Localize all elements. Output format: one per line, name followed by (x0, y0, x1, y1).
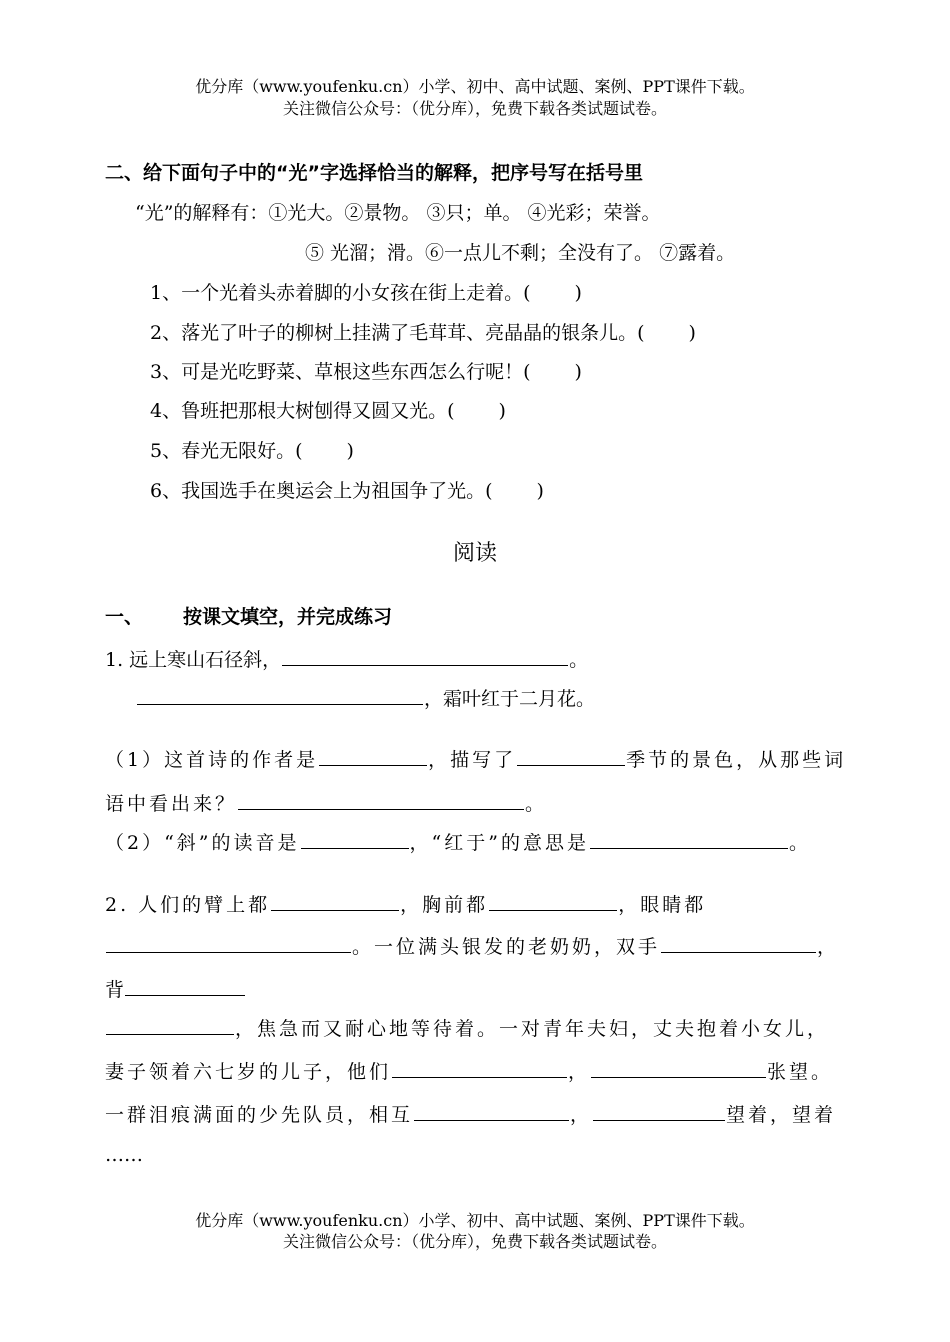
question-item-2: 2、落光了叶子的柳树上挂满了毛茸茸、亮晶晶的银条儿。( ) (150, 322, 696, 344)
q2-text-h: 张望。 (767, 1061, 834, 1083)
q2-line-5 (105, 1057, 833, 1085)
blank-field[interactable] (590, 828, 788, 849)
q2-text-g: 妻子领着六七岁的儿子，他们 (105, 1061, 392, 1083)
header-line-1: 优分库（www.youfenku.cn）小学、初中、高中试题、案例、PPT课件下载。 (195, 77, 755, 96)
q2-text-b: ，胸前都 (400, 894, 489, 916)
blank-field[interactable] (301, 828, 409, 849)
blank-field[interactable] (137, 684, 423, 705)
punctuation: ， (570, 1104, 593, 1126)
blank-field[interactable] (661, 932, 816, 953)
definitions-line-2: ⑤ 光溜；滑。⑥一点儿不剩；全没有了。 ⑦露着。 (305, 242, 736, 264)
poem-line-1-text: 1. 远上寒山石径斜， (105, 649, 282, 671)
blank-field[interactable] (489, 890, 617, 911)
blank-field[interactable] (414, 1100, 569, 1121)
blank-field[interactable] (319, 745, 427, 766)
q2-text-c: ，眼睛都 (618, 894, 707, 916)
part1-title: 按课文填空，并完成练习 (183, 606, 393, 628)
blank-field[interactable] (593, 1100, 725, 1121)
q1-sub2-text-a: （2）“斜”的读音是 (105, 832, 300, 854)
q1-sub2-line (105, 828, 811, 856)
punctuation: ， (817, 936, 840, 958)
q2-text-j: 望着，望着 (726, 1104, 837, 1126)
q2-line-6 (105, 1100, 836, 1128)
blank-field[interactable] (591, 1057, 766, 1078)
punctuation: 。 (525, 793, 548, 815)
blank-field[interactable] (282, 645, 568, 666)
q1-sub1-text-c: 季节的景色，从那些词 (626, 749, 847, 771)
poem-line-2 (136, 684, 595, 712)
blank-field[interactable] (238, 789, 524, 810)
q1-sub1-text-d: 语中看出来？ (105, 793, 238, 815)
q1-sub1-line-1 (105, 745, 846, 773)
q1-sub1-text-a: （1）这首诗的作者是 (105, 749, 319, 771)
q2-text-a: 2. 人们的臂上都 (105, 894, 271, 916)
q2-line-4 (105, 1014, 829, 1042)
q1-sub1-line-2 (105, 789, 547, 817)
definitions-line-1: “光”的解释有：①光大。②景物。 ③只；单。 ④光彩；荣誉。 (135, 202, 661, 224)
blank-field[interactable] (125, 975, 245, 996)
question-item-1: 1、一个光着头赤着脚的小女孩在街上走着。( ) (150, 282, 582, 304)
poem-line-2-text: ，霜叶红于二月花。 (424, 688, 596, 710)
blank-field[interactable] (271, 890, 399, 911)
footer-line-2: 关注微信公众号：（优分库），免费下载各类试题试卷。 (282, 1232, 667, 1251)
question-item-6: 6、我国选手在奥运会上为祖国争了光。( ) (150, 480, 544, 502)
q2-text-i: 一群泪痕满面的少先队员，相互 (105, 1104, 414, 1126)
blank-field[interactable] (106, 1014, 234, 1035)
punctuation: 。 (569, 649, 589, 671)
question-item-5: 5、春光无限好。( ) (150, 440, 354, 462)
reading-title: 阅读 (452, 541, 497, 566)
section2-title: 二、给下面句子中的“光”字选择恰当的解释，把序号写在括号里 (105, 162, 643, 184)
q1-sub2-text-b: ，“红于”的意思是 (409, 832, 589, 854)
q2-text-e: 背 (105, 979, 125, 1001)
punctuation: ， (568, 1061, 591, 1083)
blank-field[interactable] (106, 932, 351, 953)
header-line-2: 关注微信公众号：（优分库），免费下载各类试题试卷。 (282, 99, 667, 118)
punctuation: 。 (788, 832, 811, 854)
q2-ellipsis: …… (105, 1144, 143, 1166)
q1-sub1-text-b: ，描写了 (428, 749, 517, 771)
question-item-4: 4、鲁班把那根大树刨得又圆又光。( ) (150, 400, 506, 422)
blank-field[interactable] (392, 1057, 567, 1078)
question-item-3: 3、可是光吃野菜、草根这些东西怎么行呢！( ) (150, 361, 582, 383)
poem-line-1 (105, 645, 588, 673)
part1-number: 一、 (105, 606, 144, 628)
q2-line-1 (105, 890, 706, 918)
blank-field[interactable] (517, 745, 625, 766)
q2-line-3 (105, 975, 246, 1003)
q2-text-f: ，焦急而又耐心地等待着。一对青年夫妇，丈夫抱着小女儿， (235, 1018, 830, 1040)
q2-text-d: 。一位满头银发的老奶奶，双手 (352, 936, 661, 958)
q2-line-2 (105, 932, 839, 960)
footer-line-1: 优分库（www.youfenku.cn）小学、初中、高中试题、案例、PPT课件下载。 (195, 1211, 755, 1230)
